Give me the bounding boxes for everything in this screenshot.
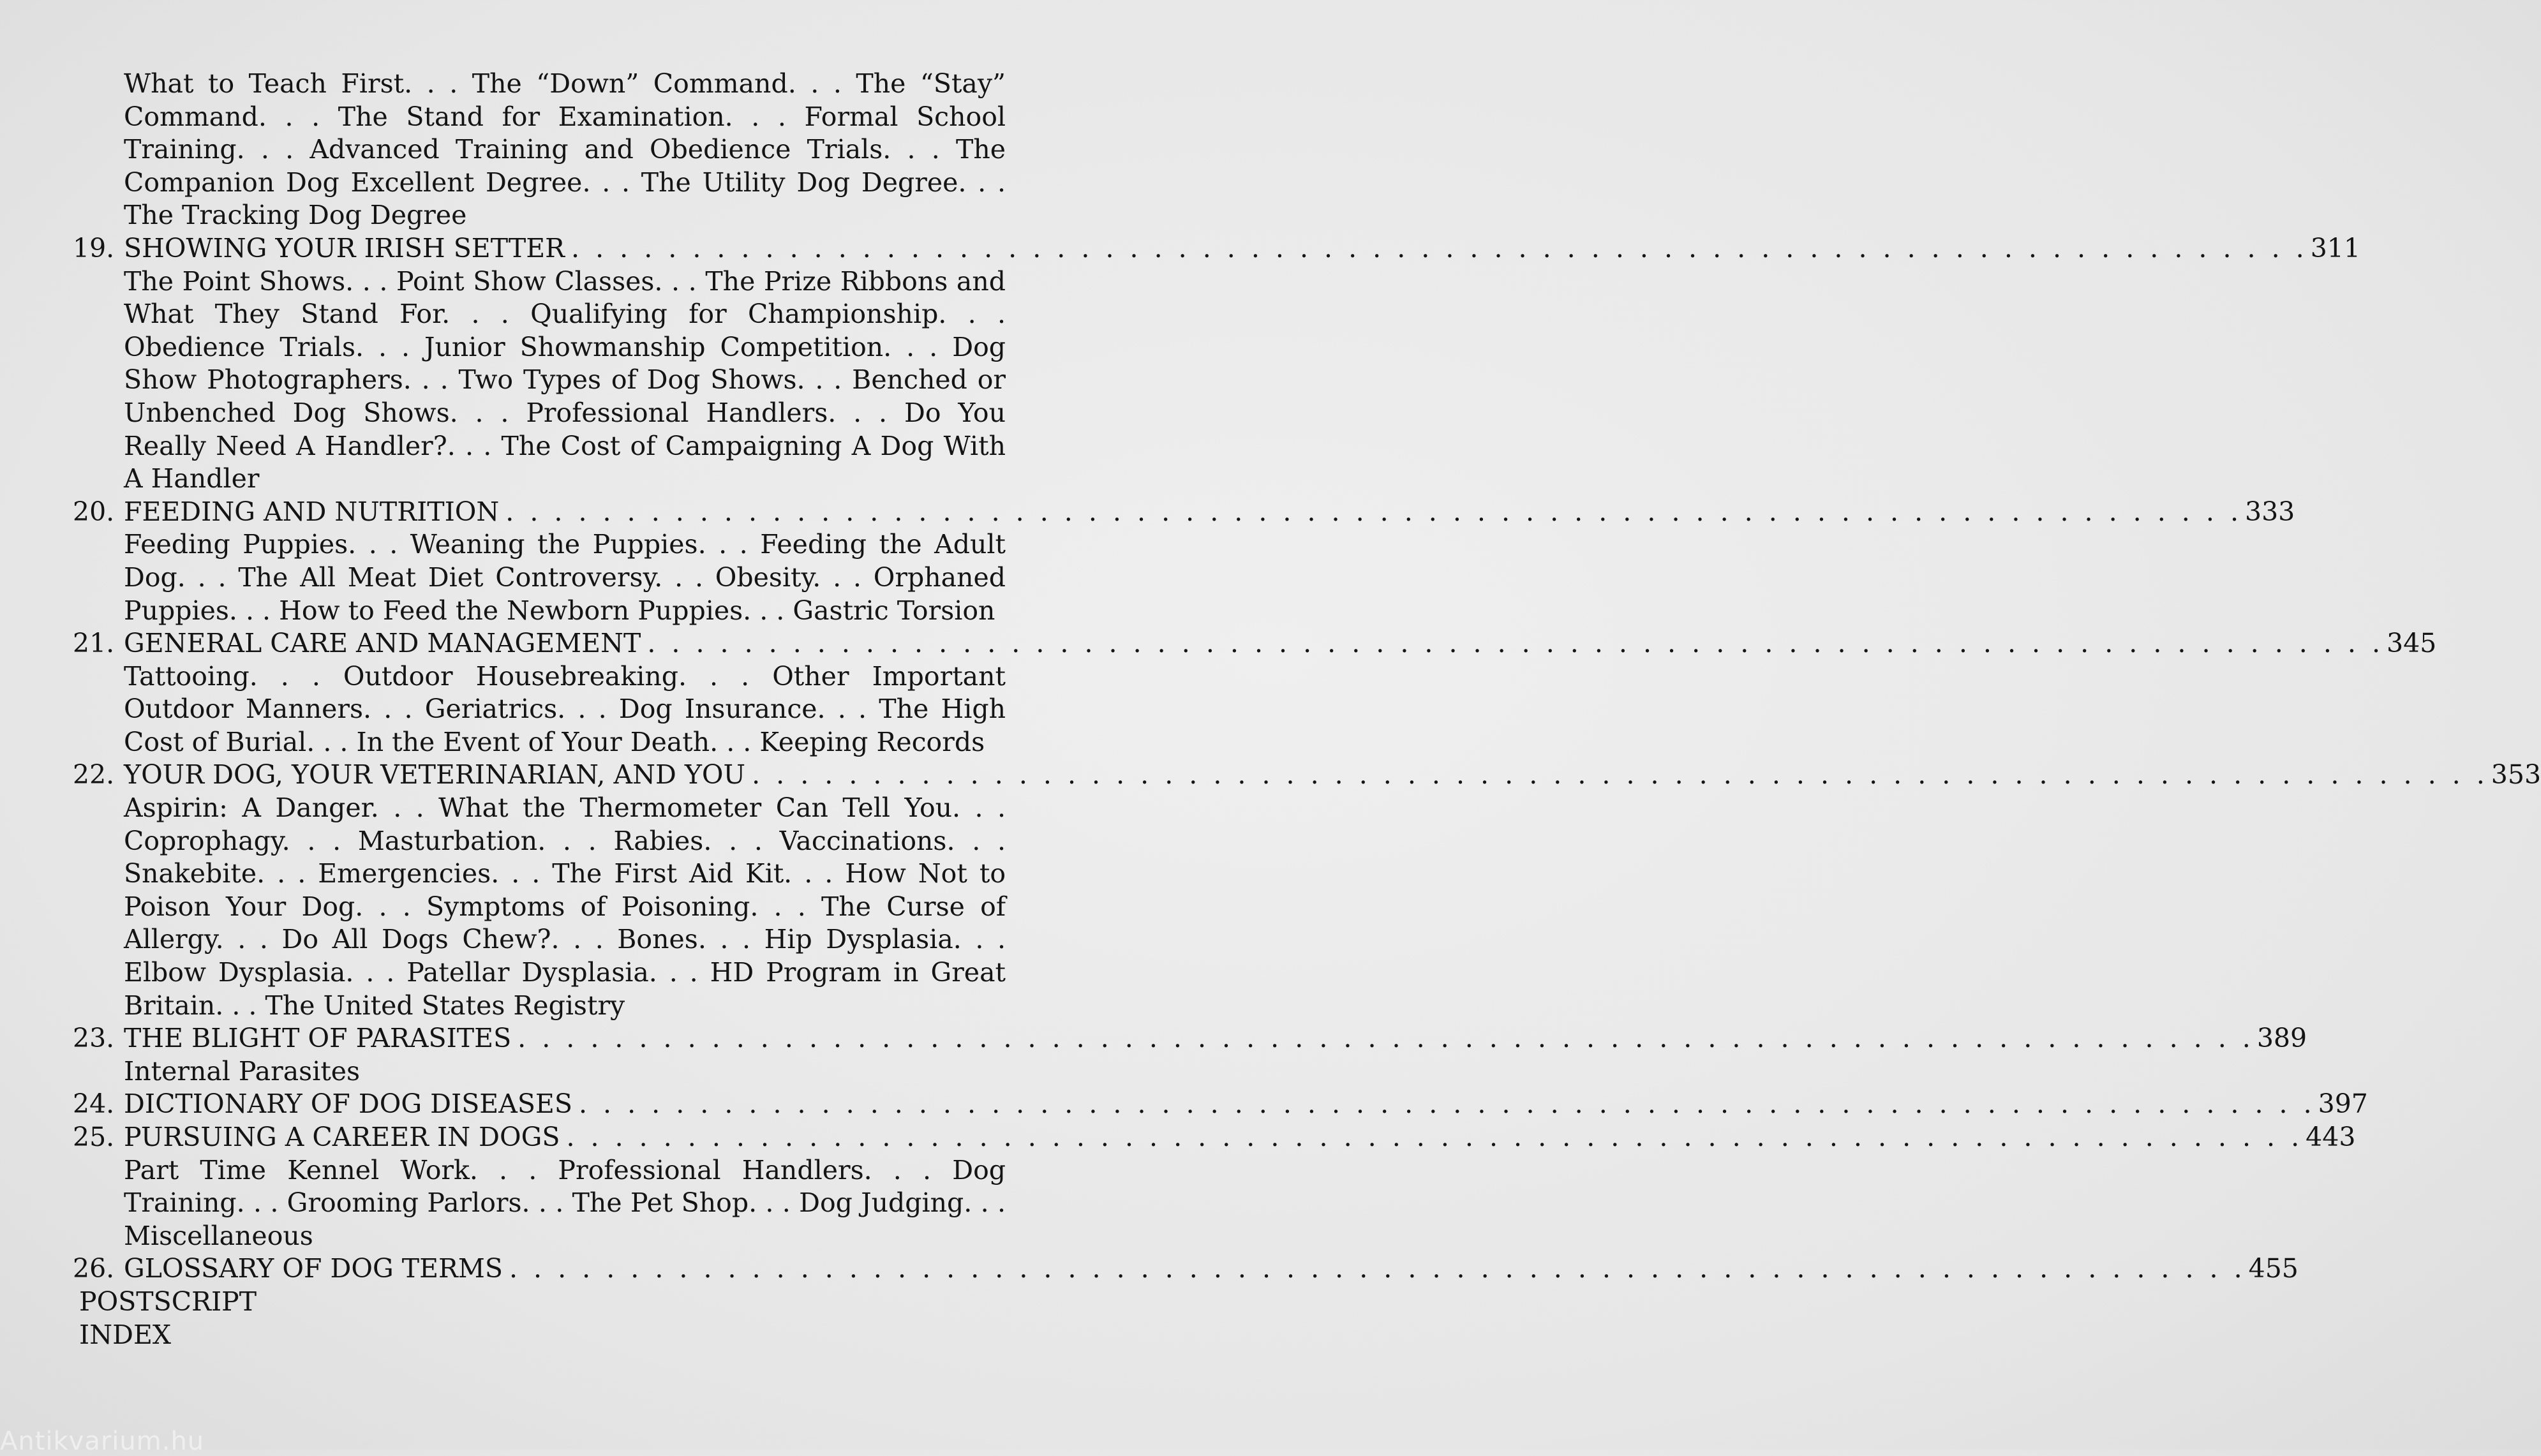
chapter-title: THE BLIGHT OF PARASITES <box>124 1023 512 1054</box>
chapter-25-entry <box>73 1121 2356 1252</box>
chapter-24-entry <box>73 1088 2368 1121</box>
chapter-number: 24. <box>73 1088 115 1120</box>
chapter-page-number: 353 <box>2491 759 2541 791</box>
table-of-contents <box>73 68 2541 1351</box>
chapter-page-number: 311 <box>2310 232 2360 264</box>
chapter-heading <box>73 1121 2356 1154</box>
chapter-subtopics: Part Time Kennel Work. . . Professional Handlers. . . Dog Training. . . Grooming Parlors. . . The Pet Shop. . . Dog Judging. . . Miscellaneous <box>124 1154 1006 1251</box>
chapter-number: 22. <box>73 759 115 791</box>
chapter-heading <box>73 1022 2307 1055</box>
chapter-title: YOUR DOG, YOUR VETERINARIAN, AND YOU <box>124 759 746 791</box>
chapter-number: 19. <box>73 232 115 264</box>
chapter-page-number: 397 <box>2318 1088 2368 1120</box>
postscript-entry: POSTSCRIPT <box>79 1286 257 1317</box>
chapter-20-entry <box>73 496 2295 627</box>
dot-leader: . . . . . . . . . . . . . . . . . . . . . . . . . . . . . . . . . . . . . . . . . . . . . . . . . . . . . . . . . . . . . . . . . . . . . . . . <box>752 759 2489 791</box>
chapter-number: 21. <box>73 628 115 659</box>
chapter-subtopics: Internal Parasites <box>124 1055 361 1087</box>
chapter-23-entry <box>73 1022 2307 1088</box>
chapter-title: GLOSSARY OF DOG TERMS <box>124 1253 503 1284</box>
chapter-21-entry <box>73 627 2437 759</box>
chapter-subtopics: Feeding Puppies. . . Weaning the Puppies. . . Feeding the Adult Dog. . . The All Meat Diet Controversy. . . Obesity. . . Orphaned Puppies. . . How to Feed the Newborn Puppies. . . Gastric Torsion <box>124 529 1006 626</box>
chapter-title: GENERAL CARE AND MANAGEMENT <box>124 628 641 659</box>
chapter-heading <box>73 1252 2299 1286</box>
chapter-title: SHOWING YOUR IRISH SETTER <box>124 232 565 264</box>
dot-leader: . . . . . . . . . . . . . . . . . . . . . . . . . . . . . . . . . . . . . . . . . . . . . . . . . . . . . . . . . . . . . . . . . . . . . . . . <box>518 1023 2254 1054</box>
chapter-heading <box>73 627 2437 660</box>
chapter-page-number: 345 <box>2387 628 2437 659</box>
chapter-number: 25. <box>73 1122 115 1152</box>
chapter-title: PURSUING A CAREER IN DOGS <box>124 1122 560 1152</box>
dot-leader: . . . . . . . . . . . . . . . . . . . . . . . . . . . . . . . . . . . . . . . . . . . . . . . . . . . . . . . . . . . . . . . . . . . . . . . . <box>647 628 2384 659</box>
chapter-page-number: 333 <box>2244 496 2295 527</box>
chapter-subtopics: Aspirin: A Danger. . . What the Thermometer Can Tell You. . . Coprophagy. . . Masturbation. . . Rabies. . . Vaccinations. . . Snakebite. . . Emergencies. . . The First Aid Kit. . . How Not to Poison Your Dog. . . Symptoms of Poisoning. . . The Curse of Allergy. . . Do All Dogs Chew?. . . Bones. . . Hip Dysplasia. . . Elbow Dysplasia. . . Patellar Dysplasia. . . HD Program in Great Britain. . . The United States Registry <box>124 792 1006 1021</box>
dot-leader: . . . . . . . . . . . . . . . . . . . . . . . . . . . . . . . . . . . . . . . . . . . . . . . . . . . . . . . . . . . . . . . . . . . . . . . . <box>509 1253 2246 1284</box>
chapter-page-number: 443 <box>2306 1122 2356 1152</box>
chapter-number: 23. <box>73 1023 115 1054</box>
dot-leader: . . . . . . . . . . . . . . . . . . . . . . . . . . . . . . . . . . . . . . . . . . . . . . . . . . . . . . . . . . . . . . . . . . . . . . . . <box>571 232 2308 264</box>
chapter-19-entry <box>73 232 2360 496</box>
chapter-heading <box>73 496 2295 529</box>
watermark: Antikvarium.hu <box>0 1427 205 1456</box>
index-entry: INDEX <box>79 1319 172 1350</box>
chapter-number: 20. <box>73 496 115 527</box>
chapter-heading <box>73 232 2360 265</box>
chapter-number: 26. <box>73 1253 115 1284</box>
chapter-heading <box>73 1088 2368 1121</box>
chapter-subtopics: The Point Shows. . . Point Show Classes. . . The Prize Ribbons and What They Stand For. . . Qualifying for Championship. . . Obedience Trials. . . Junior Showmanship Competition. . . Dog Show Photographers. . . Two Types of Dog Shows. . . Benched or Unbenched Dog Shows. . . Professional Handlers. . . Do You Really Need A Handler?. . . The Cost of Campaigning A Dog With A Handler <box>124 265 1006 494</box>
dot-leader: . . . . . . . . . . . . . . . . . . . . . . . . . . . . . . . . . . . . . . . . . . . . . . . . . . . . . . . . . . . . . . . . . . . . . . . . <box>505 496 2242 527</box>
chapter-heading <box>73 759 2541 792</box>
chapter-page-number: 455 <box>2248 1253 2299 1284</box>
chapter-subtopics: Tattooing. . . Outdoor Housebreaking. . . Other Important Outdoor Manners. . . Geriatrics. . . Dog Insurance. . . The High Cost of Burial. . . In the Event of Your Death. . . Keeping Records <box>124 660 1006 757</box>
chapter-title: DICTIONARY OF DOG DISEASES <box>124 1088 572 1120</box>
dot-leader: . . . . . . . . . . . . . . . . . . . . . . . . . . . . . . . . . . . . . . . . . . . . . . . . . . . . . . . . . . . . . . . . . . . . . . . . <box>566 1122 2304 1152</box>
chapter-page-number: 389 <box>2256 1023 2307 1054</box>
chapter-18-continuation: What to Teach First. . . The “Down” Command. . . The “Stay” Command. . . The Stand for Examination. . . Formal School Training. . . Advanced Training and Obedience Trials. . . The Companion Dog Excellent Degree. . . The Utility Dog Degree. . . The Tracking Dog Degree <box>124 68 1006 231</box>
chapter-22-entry <box>73 759 2541 1022</box>
dot-leader: . . . . . . . . . . . . . . . . . . . . . . . . . . . . . . . . . . . . . . . . . . . . . . . . . . . . . . . . . . . . . . . . . . . . . . . . <box>578 1088 2316 1120</box>
chapter-title: FEEDING AND NUTRITION <box>124 496 500 527</box>
chapter-26-entry <box>73 1252 2299 1286</box>
